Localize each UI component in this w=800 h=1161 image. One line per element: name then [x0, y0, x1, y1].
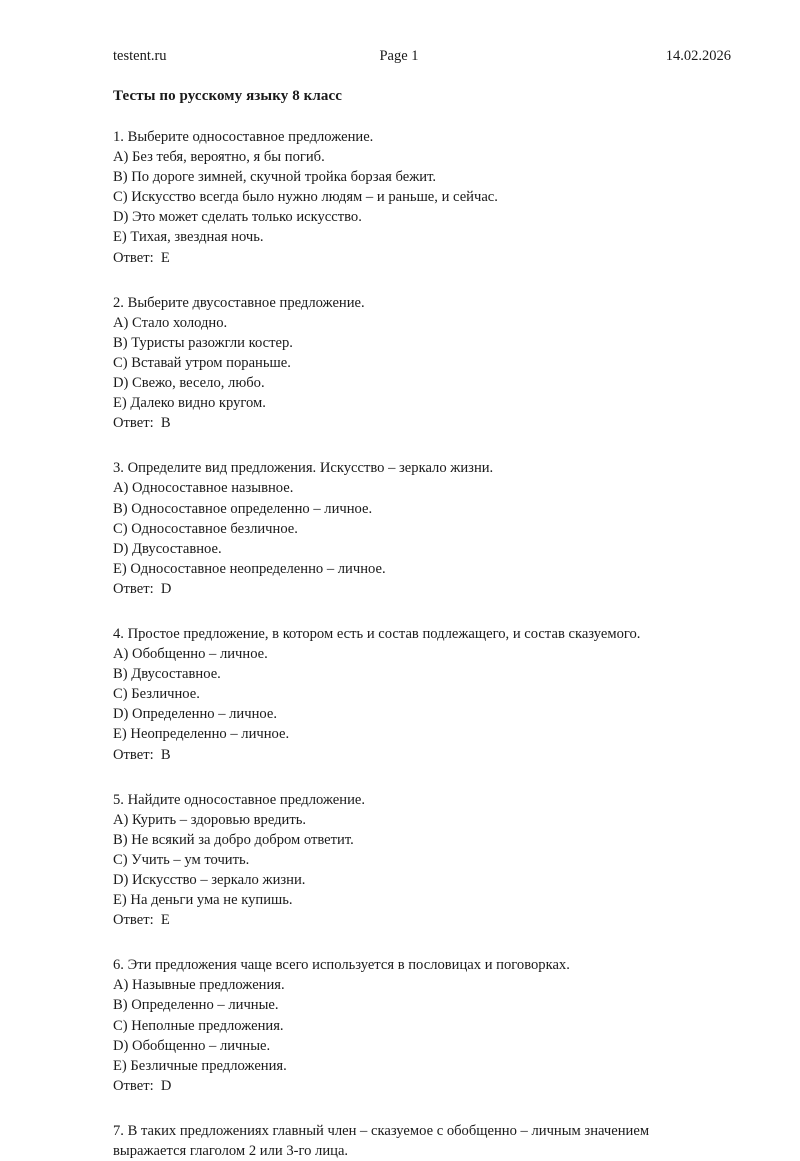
header-date: 14.02.2026	[665, 48, 731, 64]
question-option[interactable]: C) Учить – ум точить.	[113, 851, 250, 868]
question-block	[113, 127, 730, 268]
question-list	[113, 127, 730, 1161]
question-option[interactable]: A) Односоставное назывное.	[113, 480, 294, 497]
question-prompt: 6. Эти предложения чаще всего используется в пословицах и поговорках.	[113, 957, 570, 974]
page-header	[113, 46, 730, 70]
question-option[interactable]: B) Туристы разожгли костер.	[113, 334, 293, 351]
header-page-number: Page 1	[379, 48, 419, 64]
question-prompt: 2. Выберите двусоставное предложение.	[113, 294, 365, 311]
question-block	[113, 790, 730, 931]
question-prompt: 5. Найдите односоставное предложение.	[113, 791, 366, 808]
question-answer: Ответ: E	[113, 912, 170, 929]
question-option[interactable]: B) Определенно – личные.	[113, 997, 279, 1014]
question-option[interactable]: B) По дороге зимней, скучной тройка борзая бежит.	[113, 169, 437, 186]
question-prompt: 1. Выберите односоставное предложение.	[113, 129, 374, 145]
question-option[interactable]: D) Свежо, весело, любо.	[113, 375, 265, 392]
question-option[interactable]: A) Без тебя, вероятно, я бы погиб.	[113, 149, 325, 166]
question-block	[113, 955, 730, 1096]
question-option[interactable]: B) Двусоставное.	[113, 666, 221, 683]
question-answer: Ответ: D	[113, 580, 172, 597]
question-option[interactable]: E) Тихая, звездная ночь.	[113, 229, 264, 246]
question-block	[113, 624, 730, 765]
question-option[interactable]: C) Безличное.	[113, 686, 200, 703]
question-answer: Ответ: B	[113, 746, 171, 763]
question-prompt: 3. Определите вид предложения. Искусство – зеркало жизни.	[113, 460, 494, 477]
question-option[interactable]: B) Не всякий за добро добром ответит.	[113, 831, 354, 848]
question-option[interactable]: C) Вставай утром пораньше.	[113, 354, 291, 371]
header-site-name: testent.ru	[113, 48, 167, 64]
question-answer: Ответ: D	[113, 1077, 172, 1094]
question-option[interactable]: E) Безличные предложения.	[113, 1057, 287, 1074]
question-option[interactable]: A) Курить – здоровью вредить.	[113, 811, 307, 828]
question-block	[113, 293, 730, 434]
question-block	[113, 458, 730, 599]
question-option[interactable]: D) Это может сделать только искусство.	[113, 209, 362, 226]
question-option[interactable]: D) Искусство – зеркало жизни.	[113, 872, 306, 888]
question-block	[113, 1121, 730, 1161]
question-option[interactable]: B) Односоставное определенно – личное.	[113, 500, 373, 517]
question-option[interactable]: D) Определенно – личное.	[113, 706, 277, 723]
question-option[interactable]: E) Односоставное неопределенно – личное.	[113, 560, 386, 577]
question-option[interactable]: A) Назывные предложения.	[113, 977, 285, 994]
question-option[interactable]: A) Стало холодно.	[113, 314, 228, 331]
question-option[interactable]: C) Искусство всегда было нужно людям – и раньше, и сейчас.	[113, 189, 498, 206]
question-option[interactable]: E) Неопределенно – личное.	[113, 726, 290, 743]
question-prompt: 4. Простое предложение, в котором есть и состав подлежащего, и состав сказуемого.	[113, 625, 641, 642]
question-answer: Ответ: E	[113, 249, 170, 266]
question-option[interactable]: C) Односоставное безличное.	[113, 520, 298, 537]
question-option[interactable]: D) Двусоставное.	[113, 540, 222, 557]
question-option[interactable]: D) Обобщенно – личные.	[113, 1037, 271, 1054]
page-title: Тесты по русскому языку 8 класс	[113, 88, 343, 104]
question-option[interactable]: C) Неполные предложения.	[113, 1017, 284, 1034]
question-option[interactable]: A) Обобщенно – личное.	[113, 646, 268, 663]
question-prompt: 7. В таких предложениях главный член – сказуемое с обобщенно – личным значением выражается глаголом 2 или 3-го лица.	[113, 1122, 653, 1160]
question-option[interactable]: E) На деньги ума не купишь.	[113, 892, 293, 909]
question-answer: Ответ: B	[113, 415, 171, 432]
question-option[interactable]: E) Далеко видно кругом.	[113, 395, 266, 412]
